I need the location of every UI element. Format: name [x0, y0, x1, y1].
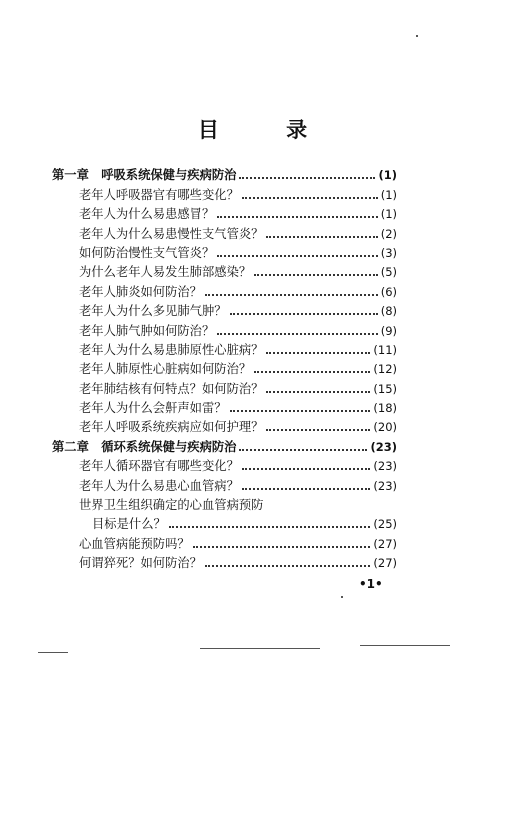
- toc-entry-title: 老年人为什么易患心血管病？: [79, 478, 239, 493]
- dot-leader: [230, 305, 378, 315]
- toc-entry-title: 第二章 循环系统保健与疾病防治: [52, 438, 237, 454]
- toc-entry-title: 世界卫生组织确定的心血管病预防: [79, 498, 264, 513]
- toc-entry-row: [52, 260, 397, 279]
- toc-page-number: (1): [380, 207, 397, 222]
- dot-leader: [266, 501, 394, 509]
- toc-page-number: (1): [380, 187, 397, 202]
- toc-entry-row: [52, 493, 397, 512]
- toc-chapter-row: [52, 163, 397, 182]
- toc-entry-title: 心血管病能预防吗？: [79, 536, 190, 551]
- toc-page-number: (23): [370, 439, 397, 454]
- dot-leader: [266, 421, 370, 431]
- table-of-contents: [52, 163, 397, 570]
- toc-page-number: (2): [380, 226, 397, 241]
- dot-leader: [266, 344, 370, 354]
- toc-entry-row: [52, 512, 397, 531]
- toc-page-number: (18): [373, 401, 397, 416]
- toc-page-number: (11): [373, 342, 397, 357]
- dot-leader: [266, 228, 377, 238]
- dot-leader: [242, 189, 378, 199]
- toc-entry-title: 老年人呼吸系统疾病应如何护理？: [79, 420, 264, 435]
- toc-entry-title: 老年人肺原性心脏病如何防治？: [79, 362, 252, 377]
- scan-line: [38, 652, 68, 653]
- toc-entry-row: [52, 299, 397, 318]
- page-title: 目 录: [197, 117, 338, 142]
- dot-leader: [169, 518, 371, 528]
- toc-page-number: (8): [380, 304, 397, 319]
- dot-leader: [266, 383, 370, 393]
- dot-leader: [239, 169, 375, 179]
- toc-entry-title: 老年人肺气肿如何防治？: [79, 323, 215, 338]
- toc-entry-title: 老年人呼吸器官有哪些变化？: [79, 187, 239, 202]
- dot-leader: [230, 402, 371, 412]
- toc-entry-title: 老年人为什么易患慢性支气管炎？: [79, 226, 264, 241]
- toc-entry-row: [52, 376, 397, 395]
- toc-entry-title: 老年人为什么会鼾声如雷？: [79, 401, 227, 416]
- toc-entry-row: [52, 551, 397, 570]
- page-number: •1•: [359, 577, 383, 591]
- toc-page-number: (15): [373, 381, 397, 396]
- toc-entry-row: [52, 279, 397, 298]
- toc-entry-title: 老年人为什么多见肺气肿？: [79, 304, 227, 319]
- toc-page-number: (27): [373, 556, 397, 571]
- toc-entry-row: [52, 338, 397, 357]
- toc-entry-row: [52, 318, 397, 337]
- toc-entry-row: [52, 454, 397, 473]
- toc-page-number: (27): [373, 536, 397, 551]
- toc-entry-title: 目标是什么？: [92, 517, 166, 532]
- toc-page-number: (6): [380, 284, 397, 299]
- toc-page-number: (12): [373, 362, 397, 377]
- toc-entry-title: 如何防治慢性支气管炎？: [79, 245, 215, 260]
- dot-leader: [217, 208, 377, 218]
- toc-entry-title: 何谓猝死？如何防治？: [79, 556, 202, 571]
- toc-entry-title: 老年人为什么易患肺原性心脏病？: [79, 342, 264, 357]
- toc-page-number: (5): [380, 265, 397, 280]
- scan-speck: [416, 35, 418, 37]
- toc-entry-row: [52, 357, 397, 376]
- toc-entry-row: [52, 241, 397, 260]
- toc-page-number: (3): [380, 245, 397, 260]
- scan-line: [200, 648, 320, 649]
- toc-entry-row: [52, 221, 397, 240]
- scan-speck: [341, 596, 343, 598]
- toc-entry-row: [52, 396, 397, 415]
- toc-page-number: (20): [373, 420, 397, 435]
- toc-entry-row: [52, 473, 397, 492]
- toc-page-number: (25): [373, 517, 397, 532]
- toc-entry-title: 为什么老年人易发生肺部感染？: [79, 265, 252, 280]
- toc-page-number: (1): [378, 168, 397, 183]
- toc-page-number: (23): [373, 478, 397, 493]
- dot-leader: [254, 363, 370, 373]
- toc-chapter-row: [52, 434, 397, 453]
- toc-entry-title: 第一章 呼吸系统保健与疾病防治: [52, 167, 237, 183]
- dot-leader: [217, 325, 377, 335]
- dot-leader: [217, 247, 377, 257]
- dot-leader: [242, 480, 371, 490]
- toc-page-number: (9): [380, 323, 397, 338]
- dot-leader: [242, 460, 371, 470]
- scan-line: [360, 645, 450, 646]
- toc-page-number: (23): [373, 459, 397, 474]
- dot-leader: [254, 266, 378, 276]
- toc-entry-title: 老年人肺炎如何防治？: [79, 284, 202, 299]
- toc-entry-title: 老年肺结核有何特点？如何防治？: [79, 381, 264, 396]
- toc-entry-row: [52, 202, 397, 221]
- toc-entry-row: [52, 415, 397, 434]
- dot-leader: [205, 557, 370, 567]
- toc-entry-title: 老年人为什么易患感冒？: [79, 207, 215, 222]
- dot-leader: [205, 286, 378, 296]
- toc-entry-row: [52, 531, 397, 550]
- toc-entry-row: [52, 182, 397, 201]
- dot-leader: [193, 538, 371, 548]
- toc-entry-title: 老年人循环器官有哪些变化？: [79, 459, 239, 474]
- dot-leader: [239, 441, 367, 451]
